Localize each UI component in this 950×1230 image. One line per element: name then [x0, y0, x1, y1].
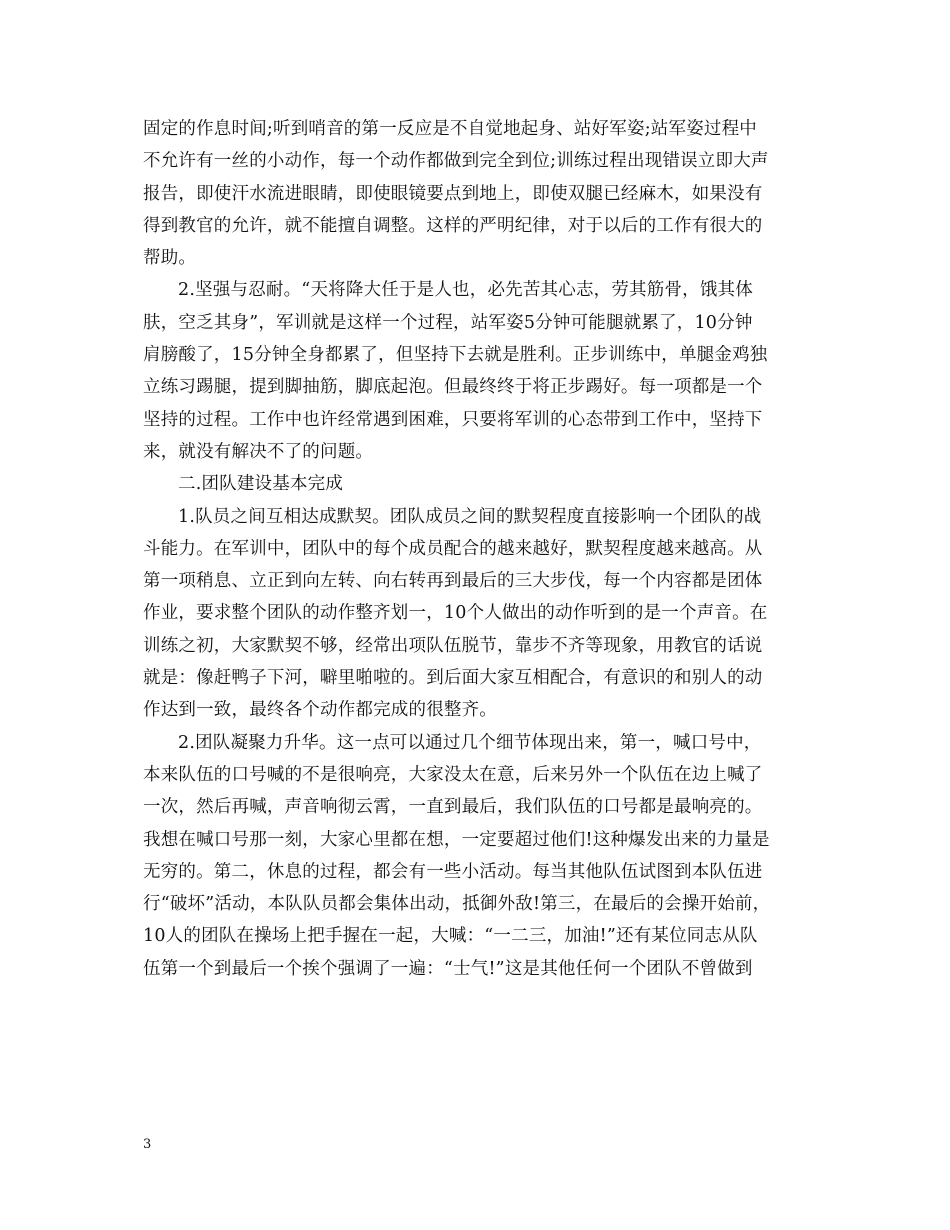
page-number: 3: [143, 1137, 152, 1152]
text-line: 就是：像赶鸭子下河，噼里啪啦的。到后面大家互相配合，有意识的和别人的动: [143, 668, 763, 689]
text-line: 作达到一致，最终各个动作都完成的很整齐。: [143, 700, 497, 721]
text-line: 肤，空乏其身”，军训就是这样一个过程，站军姿5分钟可能腿就累了，10分钟: [143, 312, 753, 333]
text-line: 得到教官的允许，就不能擅自调整。这样的严明纪律，对于以后的工作有很大的: [143, 215, 763, 236]
text-line: 作业，要求整个团队的动作整齐划一，10个人做出的动作听到的是一个声音。在: [143, 603, 768, 624]
body-text: [143, 113, 823, 985]
text-line: 帮助。: [143, 248, 197, 269]
text-line: 一次，然后再喊，声音响彻云霄，一直到最后，我们队伍的口号都是最响亮的。: [143, 797, 763, 818]
text-line: 报告，即使汗水流进眼睛，即使眼镜要点到地上，即使双腿已经麻木，如果没有: [143, 183, 763, 204]
text-line: 我想在喊口号那一刻，大家心里都在想，一定要超过他们!这种爆发出来的力量是: [143, 829, 770, 850]
paragraph-start-line: 1.队员之间互相达成默契。团队成员之间的默契程度直接影响一个团队的战: [178, 506, 762, 527]
text-line: 斗能力。在军训中，团队中的每个成员配合的越来越好，默契程度越来越高。从: [143, 538, 763, 559]
text-line: 行“破坏”活动，本队队员都会集体出动，抵御外敌!第三，在最后的会操开始前，: [143, 894, 771, 915]
text-line: 第一项稍息、立正到向左转、向右转再到最后的三大步伐，每一个内容都是团体: [143, 571, 763, 592]
text-line: 训练之初，大家默契不够，经常出项队伍脱节，靠步不齐等现象，用教官的话说: [143, 635, 763, 656]
text-line: 立练习踢腿，提到脚抽筋，脚底起泡。但最终终于将正步踢好。每一项都是一个: [143, 377, 763, 398]
text-line: 不允许有一丝的小动作，每一个动作都做到完全到位;训练过程出现错误立即大声: [143, 151, 769, 172]
text-line: 肩膀酸了，15分钟全身都累了，但坚持下去就是胜利。正步训练中，单腿金鸡独: [143, 345, 768, 366]
text-line: 固定的作息时间;听到哨音的第一反应是不自觉地起身、站好军姿;站军姿过程中: [143, 119, 757, 139]
section-heading: 二.团队建设基本完成: [178, 474, 344, 495]
text-line: 伍第一个到最后一个挨个强调了一遍：“士气!”这是其他任何一个团队不曾做到: [143, 958, 753, 979]
text-line: 本来队伍的口号喊的不是很响亮，大家没太在意，后来另外一个队伍在边上喊了: [143, 764, 763, 785]
text-line: 坚持的过程。工作中也许经常遇到困难，只要将军训的心态带到工作中，坚持下: [143, 409, 763, 430]
paragraph-start-line: 2.团队凝聚力升华。这一点可以通过几个细节体现出来，第一，喊口号中，: [178, 732, 762, 753]
text-line: 无穷的。第二，休息的过程，都会有一些小活动。每当其他队伍试图到本队伍进: [143, 861, 763, 882]
text-line: 10人的团队在操场上把手握在一起，大喊：“一二三，加油!”还有某位同志从队: [143, 926, 758, 947]
text-line: 来，就没有解决不了的问题。: [143, 441, 374, 462]
paragraph-start-line: 2.坚强与忍耐。“天将降大任于是人也，必先苦其心志，劳其筋骨，饿其体: [178, 280, 753, 301]
